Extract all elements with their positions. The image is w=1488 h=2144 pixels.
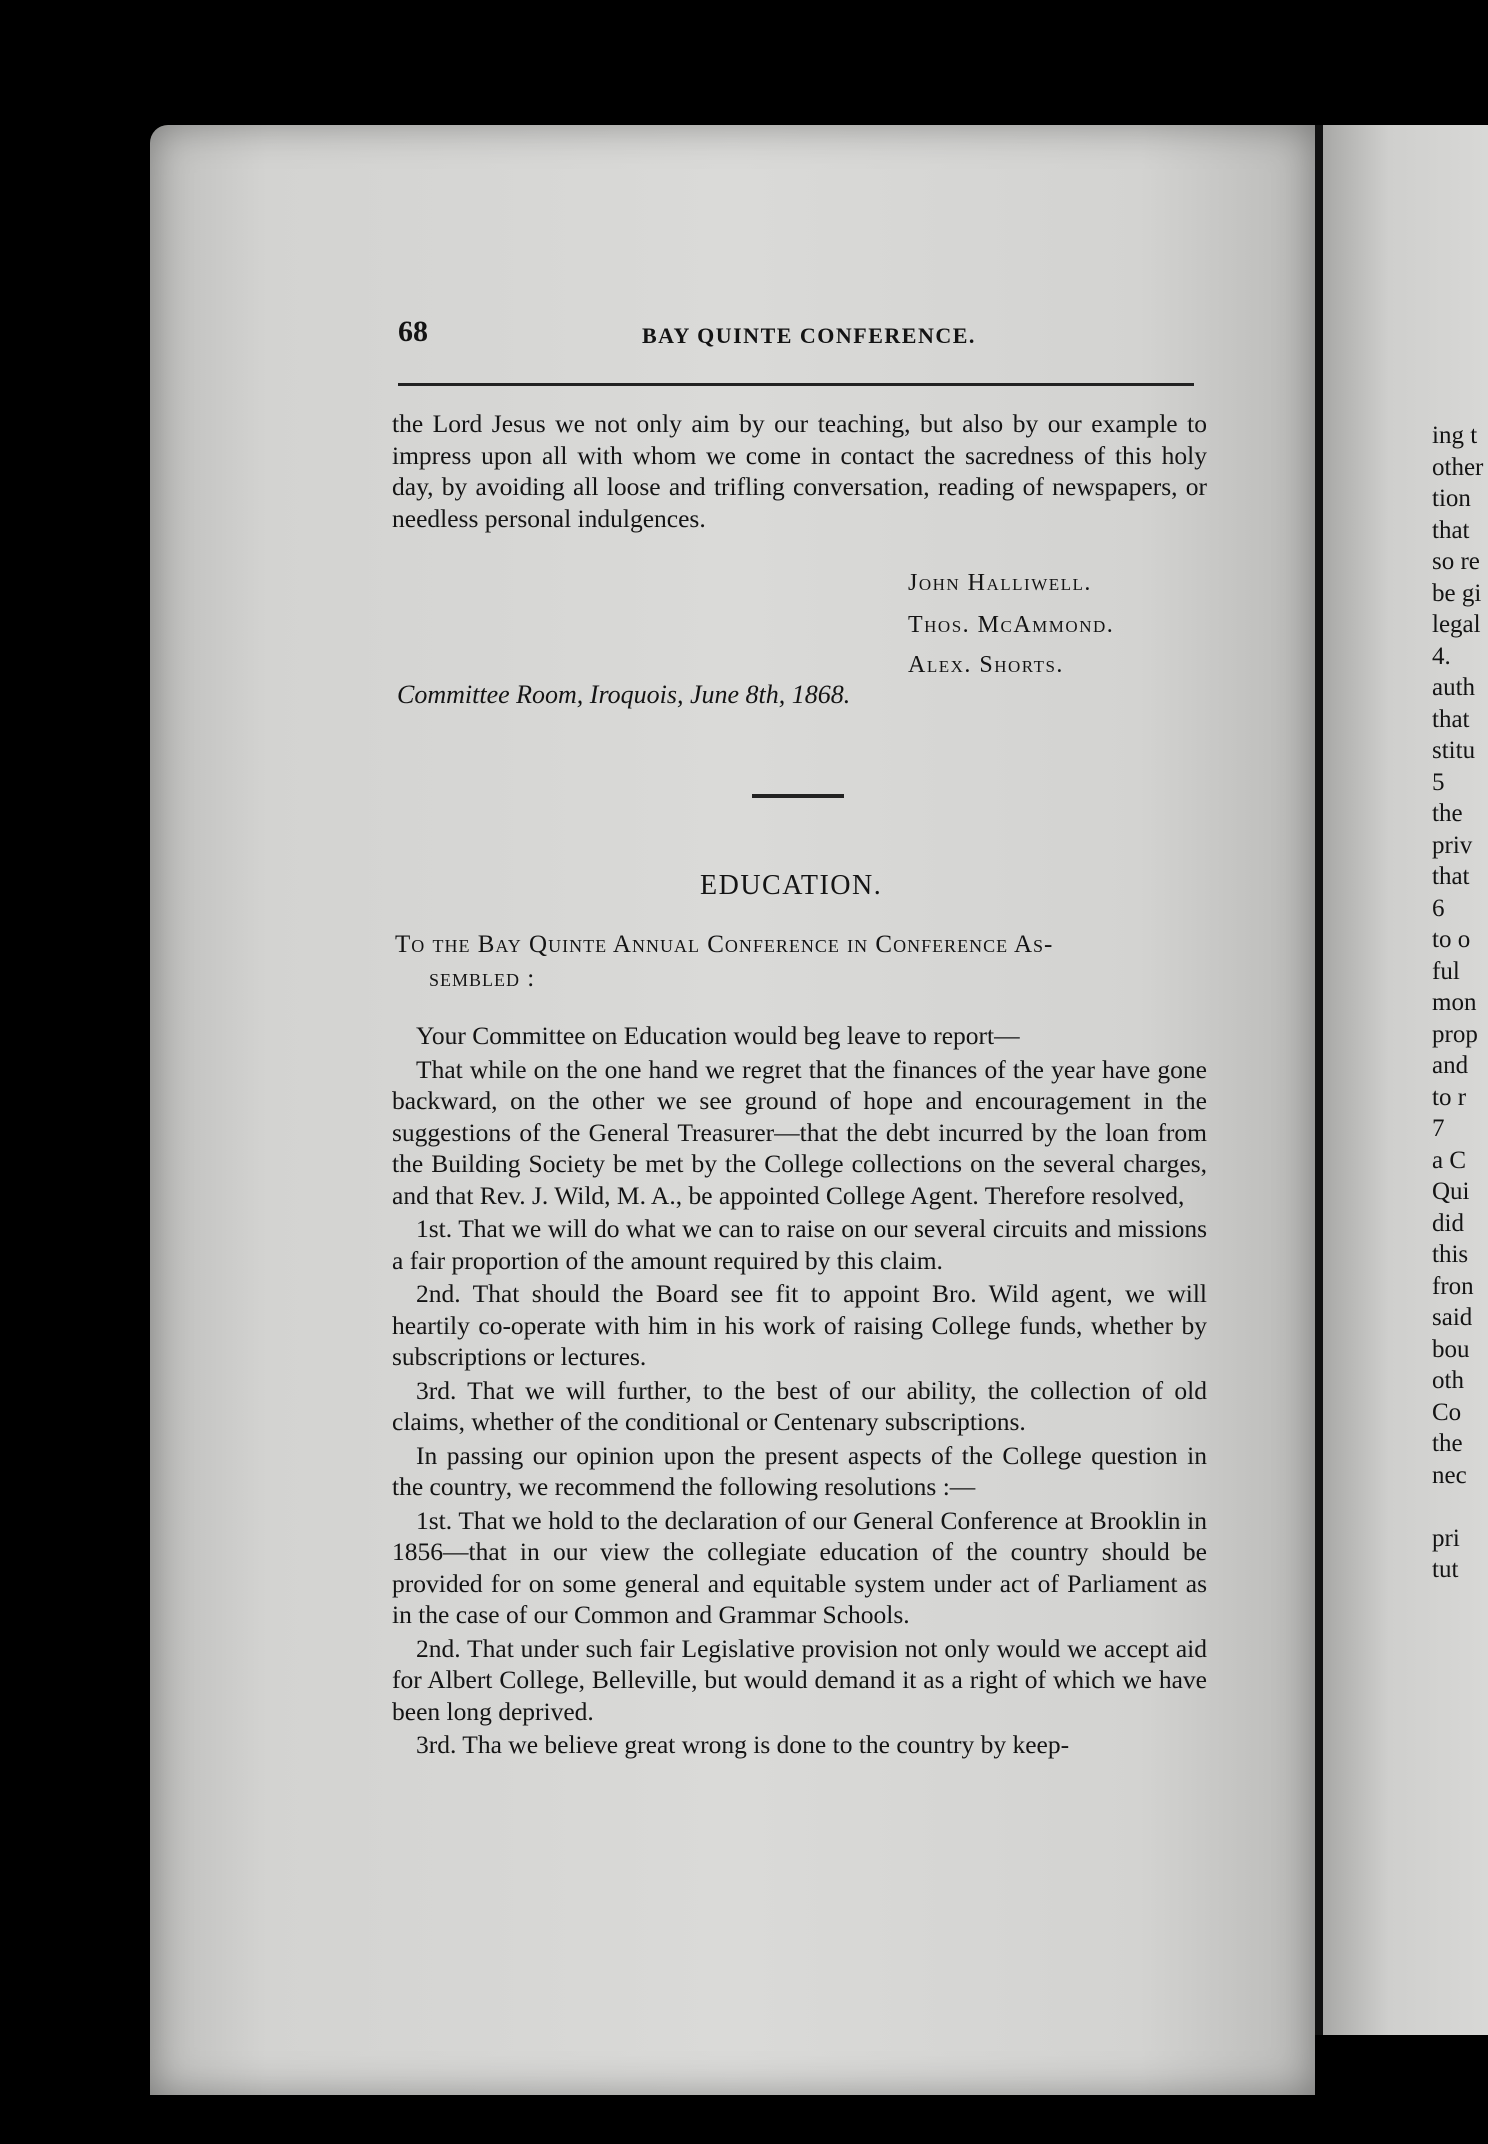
- running-head: BAY QUINTE CONFERENCE.: [642, 323, 976, 348]
- right-fragment: prop: [1432, 1020, 1478, 1048]
- right-fragment: did: [1432, 1209, 1464, 1237]
- paragraph: Your Committee on Education would beg leave to report—: [416, 1021, 1020, 1050]
- address-line-2: sembled :: [429, 965, 536, 992]
- right-fragment: auth: [1432, 674, 1476, 701]
- right-fragment: oth: [1432, 1367, 1464, 1394]
- section-divider: [752, 794, 844, 798]
- right-fragment: 6: [1432, 894, 1445, 922]
- right-fragment: Co: [1432, 1398, 1462, 1426]
- opening-paragraph-block: [392, 408, 1207, 536]
- right-fragment: tut: [1432, 1556, 1459, 1583]
- right-fragment: to o: [1432, 926, 1471, 953]
- right-fragment: other: [1432, 453, 1484, 481]
- paragraph: 2nd. That under such fair Legislative provision not only would we accept aid for Albert College, Belleville, but would demand it as a right of which we have been long deprived.: [392, 1633, 1207, 1726]
- right-fragment: nec: [1432, 1461, 1467, 1489]
- right-fragment: 5: [1432, 768, 1445, 796]
- right-fragment: legal: [1432, 611, 1481, 638]
- right-fragment: that: [1432, 863, 1470, 890]
- signature-3: Alex. Shorts.: [908, 652, 1064, 678]
- right-fragment: that: [1432, 516, 1470, 544]
- right-fragment: bou: [1432, 1335, 1470, 1363]
- page-header: [398, 315, 1198, 355]
- paragraph: In passing our opinion upon the present aspects of the College question in the country, we recommend the following resolutions :—: [392, 1440, 1207, 1501]
- signature-2: Thos. McAmmond.: [908, 612, 1115, 638]
- right-fragment: said: [1432, 1304, 1473, 1331]
- right-fragment: ful: [1432, 957, 1460, 985]
- right-fragment: the: [1432, 800, 1463, 827]
- right-fragment: pri: [1432, 1524, 1460, 1552]
- right-fragment: the: [1432, 1430, 1463, 1457]
- paragraph: 2nd. That should the Board see fit to appoint Bro. Wild agent, we will heartily co-operate with him in his work of raising College funds, whether by subscriptions or lectures.: [392, 1279, 1207, 1371]
- section-title: EDUCATION.: [700, 870, 883, 901]
- right-fragment: priv: [1432, 831, 1473, 859]
- right-fragment: [1432, 1491, 1483, 1523]
- paragraph: That while on the one hand we regret that the finances of the year have gone backward, on the other we see ground of hope and encouragement in the suggestions of the General Treasurer—that the debt incurred by the loan from the Building Society be met by the College collections on the several charges, and that Rev. J. Wild, M. A., be appointed College Agent. Therefore resolved,: [392, 1054, 1207, 1210]
- right-fragment: 4.: [1432, 642, 1451, 670]
- right-fragment: be gi: [1432, 579, 1482, 607]
- paragraph: 3rd. Tha we believe great wrong is done to the country by keep-: [416, 1730, 1070, 1759]
- right-fragment: and: [1432, 1052, 1469, 1079]
- opening-paragraph: the Lord Jesus we not only aim by our teaching, but also by our example to impress upon all with whom we come in contact the sacredness of this holy day, by avoiding all loose and trifling conversation, reading of newspapers, or needless personal indulgences.: [392, 409, 1207, 533]
- paragraph: 1st. That we hold to the declaration of our General Conference at Brooklin in 1856—that in our view the collegiate education of the country should be provided for on some general and equitable system under act of Parliament as in the case of our Common and Grammar Schools.: [392, 1505, 1207, 1629]
- right-fragment: mon: [1432, 989, 1477, 1016]
- right-fragment: 7: [1432, 1115, 1445, 1142]
- right-fragment: a C: [1432, 1146, 1467, 1174]
- right-fragment: this: [1432, 1241, 1469, 1268]
- header-rule: [398, 383, 1194, 386]
- page-number: 68: [398, 315, 428, 348]
- right-page-column: [1432, 420, 1483, 1586]
- paragraph: 3rd. That we will further, to the best of our ability, the collection of old claims, whether of the conditional or Centenary subscriptions.: [392, 1375, 1207, 1436]
- right-fragment: stitu: [1432, 737, 1476, 764]
- right-fragment: so re: [1432, 548, 1480, 575]
- right-fragment: to r: [1432, 1083, 1467, 1111]
- address-line-1: To the Bay Quinte Annual Conference in Conference As-: [395, 931, 1054, 958]
- right-fragment: ing t: [1432, 422, 1478, 449]
- signature-1: John Halliwell.: [908, 570, 1092, 596]
- book-gutter: [1315, 125, 1323, 2035]
- right-fragment: Qui: [1432, 1178, 1470, 1205]
- address-heading: [395, 928, 1207, 996]
- paragraph: 1st. That we will do what we can to raise on our several circuits and missions a fair proportion of the amount required by this claim.: [392, 1214, 1207, 1275]
- right-fragment: that: [1432, 705, 1470, 733]
- right-fragment: fron: [1432, 1272, 1474, 1300]
- right-fragment: tion: [1432, 485, 1471, 512]
- dateline: Committee Room, Iroquois, June 8th, 1868.: [397, 680, 851, 709]
- report-body: [392, 1020, 1207, 1763]
